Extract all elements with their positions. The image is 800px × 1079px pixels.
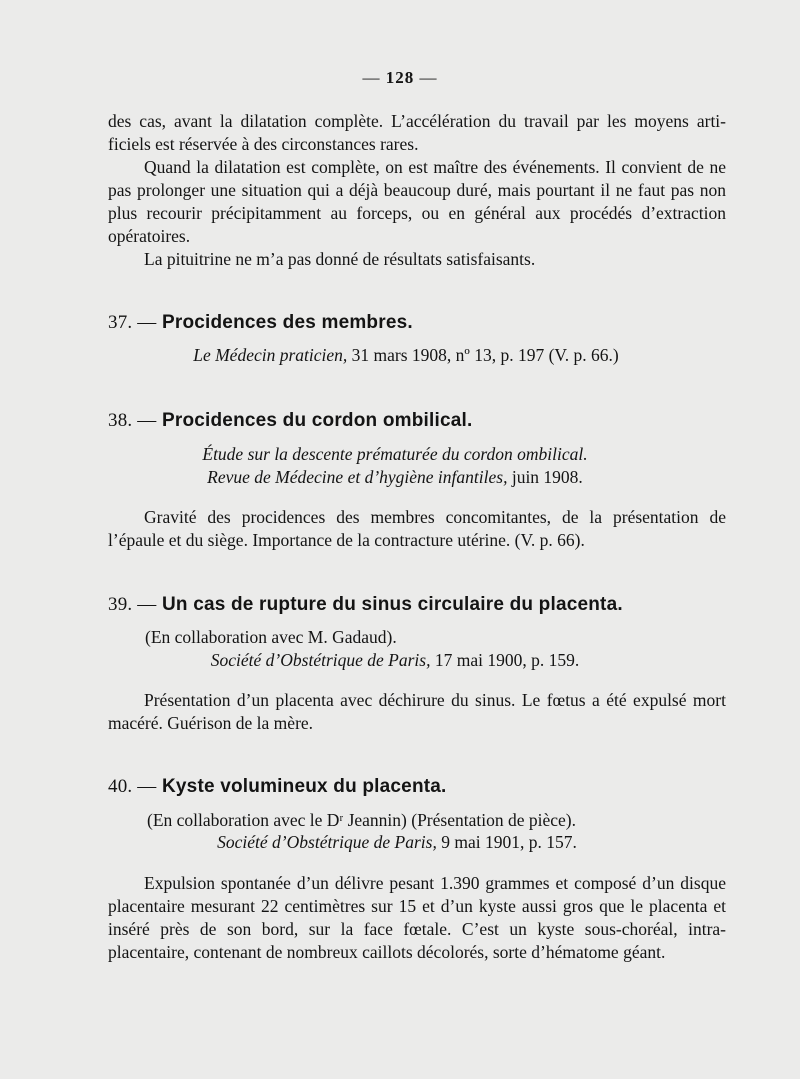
dash-left: — (362, 68, 381, 87)
page-number-value: 128 (385, 68, 415, 87)
section-40-title: Kyste volumineux du placenta. (161, 776, 447, 797)
section-40-journal: Société d’Obstétrique de Paris, (217, 832, 437, 852)
intro-paragraph-2: Quand la dilatation est complète, on est maître des événements. Il convient de ne pas prolonger une situation qui a déjà beaucoup duré, mais pourtant il ne faut pas non plus recourir précipitamment au forceps, ou en général aux procédés d’extraction opératoires. (108, 157, 726, 246)
section-37-title: Procidences des membres. (161, 312, 413, 333)
dash-right: — (419, 68, 438, 87)
section-40-ref-details: 9 mai 1901, p. 157. (436, 832, 577, 852)
intro-line-1: des cas, avant la dilatation complète. L’accélération du travail par les moyens arti- (108, 111, 726, 131)
section-37-journal: Le Médecin praticien, (193, 345, 348, 365)
section-39-journal: Société d’Obstétrique de Paris, (210, 650, 431, 670)
section-38-ref-details: juin 1908. (507, 467, 583, 487)
section-38-title: Procidences du cordon ombilical. (161, 410, 473, 431)
section-40-heading (108, 776, 447, 798)
section-38-journal: Revue de Médecine et d’hygiène infantiles, (207, 467, 508, 487)
section-37-ref-details: 31 mars 1908, nº 13, p. 197 (V. p. 66.) (347, 345, 619, 365)
section-38-ref-title (0, 444, 795, 465)
section-39-body (108, 689, 726, 735)
section-37-heading (108, 312, 413, 334)
section-37-reference (6, 345, 800, 366)
section-39-reference (0, 650, 795, 671)
section-40-number: 40. — (108, 776, 157, 797)
intro-paragraph-3: La pituitrine ne m’a pas donné de résultats satisfaisants. (144, 249, 536, 269)
section-40-collaboration: (En collaboration avec le Dʳ Jeannin) (Présentation de pièce). (147, 810, 576, 830)
page-number (0, 68, 800, 88)
intro-block (108, 110, 726, 271)
section-39-collaboration: (En collaboration avec M. Gadaud). (145, 627, 397, 647)
section-38-body-text: Gravité des procidences des membres concomitantes, de la présentation de l’épaule et du siège. Importance de la contracture utérine. (V. p. 66). (108, 507, 726, 550)
section-40-body-text: Expulsion spontanée d’un délivre pesant 1.390 grammes et composé d’un disque placentaire mesurant 22 centimètres sur 15 et d’un kyste aussi gros que le placenta et inséré près de son bord, sur la face fœtale. C’est un kyste sous-choréal, intra-placentaire, contenant de nombreux caillots décolorés, sorte d’hématome géant. (108, 873, 726, 962)
section-38-ref-title-text: Étude sur la descente prématurée du cordon ombilical. (202, 444, 588, 464)
section-38-heading (108, 410, 472, 432)
section-38-body (108, 506, 726, 552)
section-37-number: 37. — (108, 312, 157, 333)
section-38-reference (0, 467, 795, 488)
section-40-reference (0, 832, 797, 853)
section-39-ref-details: 17 mai 1900, p. 159. (430, 650, 580, 670)
section-39-body-text: Présentation d’un placenta avec déchirure du sinus. Le fœtus a été expulsé mort macéré. Guérison de la mère. (108, 690, 726, 733)
section-39-number: 39. — (108, 594, 157, 615)
intro-line-2: ficiels est réservée à des circonstances rares. (108, 134, 419, 154)
section-39-title: Un cas de rupture du sinus circulaire du placenta. (161, 594, 623, 615)
section-40-body (108, 872, 726, 964)
section-39-heading (108, 594, 623, 616)
section-38-number: 38. — (108, 410, 157, 431)
